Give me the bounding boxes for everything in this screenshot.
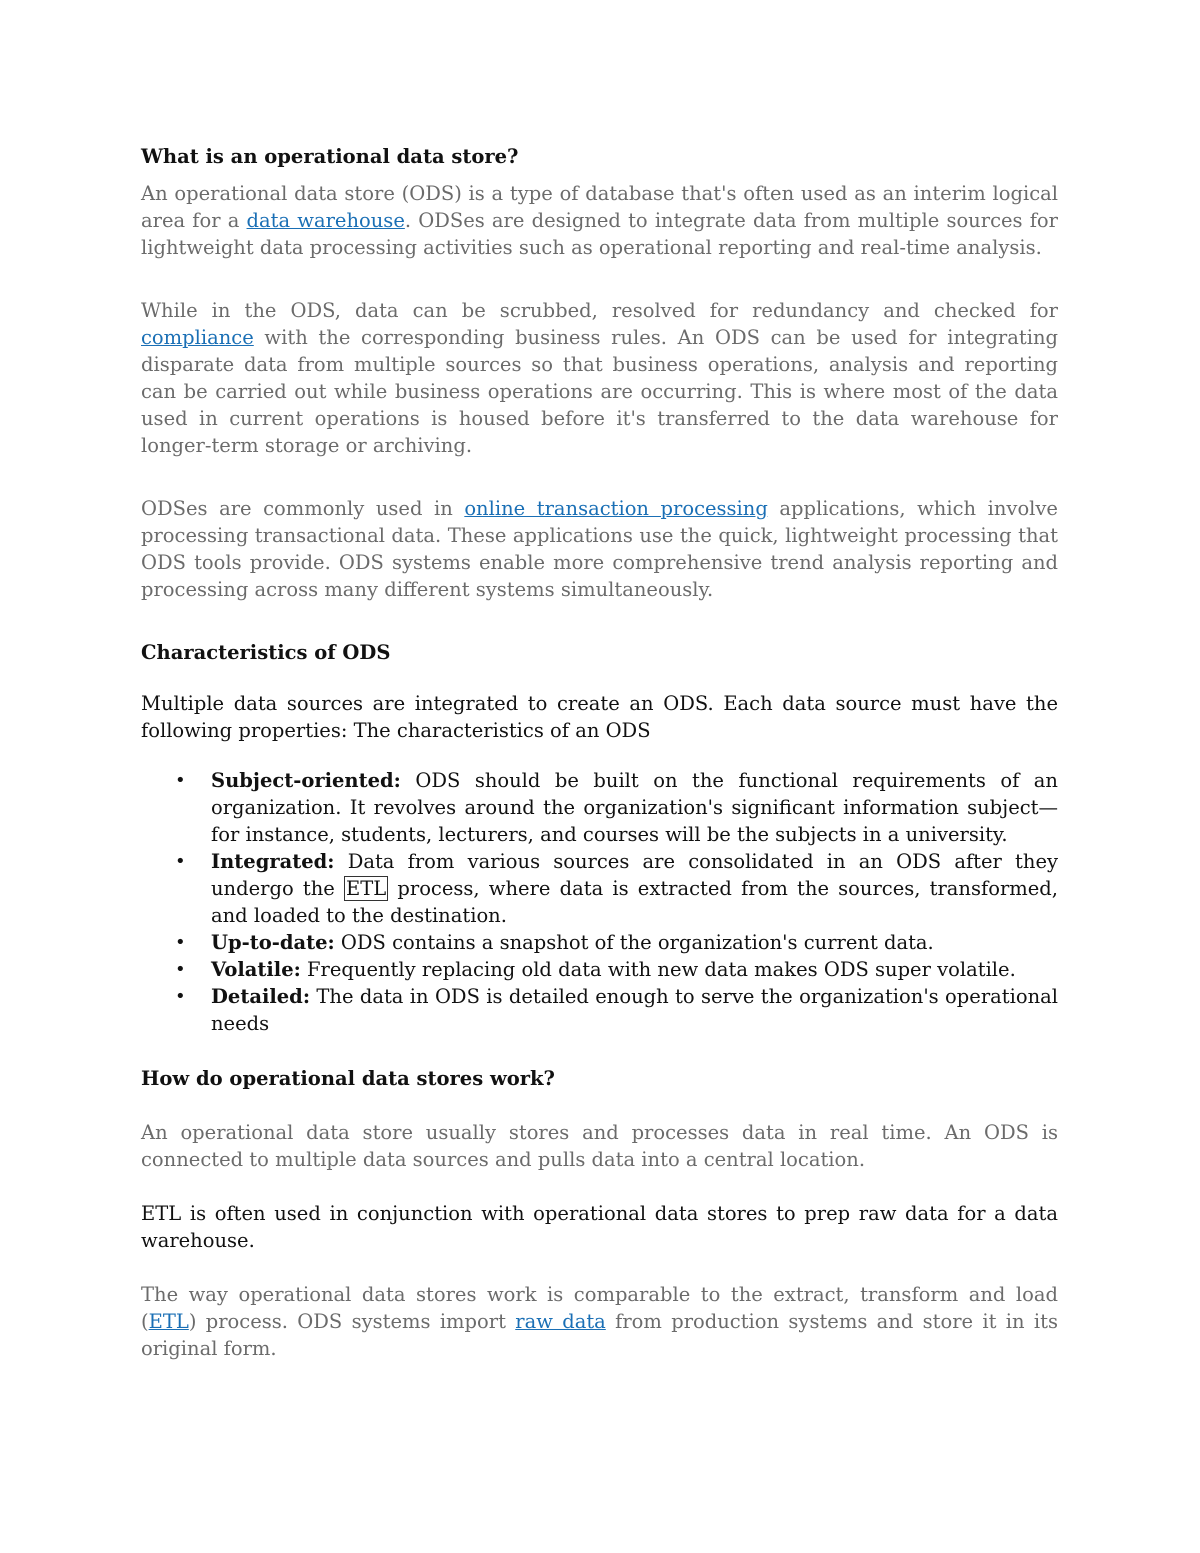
- list-item-text: Data from various sources are consolidated in an ODS after they undergo the: [211, 850, 1058, 900]
- paragraph-ods-oltp: [141, 495, 1058, 603]
- document-page: [141, 143, 1058, 1362]
- list-item-text: process, where data is extracted from the sources, transformed, and loaded to the destination.: [211, 877, 1058, 927]
- list-item-text: The data in ODS is detailed enough to serve the organization's operational needs: [211, 985, 1058, 1035]
- paragraph-characteristics-intro: Multiple data sources are integrated to create an ODS. Each data source must have the following properties: The characteristics of an ODS: [141, 692, 1058, 742]
- list-item: [211, 929, 1058, 956]
- list-item-term: Up-to-date:: [211, 931, 335, 954]
- list-item-term: Integrated:: [211, 850, 335, 873]
- list-item-text: Frequently replacing old data with new data makes ODS super volatile.: [300, 958, 1016, 981]
- text-span: ODSes are commonly used in: [141, 497, 465, 520]
- heading-what-is-ods: What is an operational data store?: [141, 145, 519, 168]
- text-span: The way operational data stores work is comparable to the extract, transform and load (: [141, 1283, 1058, 1333]
- list-item-text: ODS should be built on the functional requirements of an organization. It revolves around the organization's significant information subject—for instance, students, lecturers, and courses will be the subjects in a university.: [211, 769, 1058, 846]
- boxed-etl-term: ETL: [346, 877, 387, 900]
- paragraph-ods-realtime: An operational data store usually stores and processes data in real time. An ODS is connected to multiple data sources and pulls data into a central location.: [141, 1121, 1058, 1171]
- list-item: [211, 848, 1058, 929]
- list-item: [211, 956, 1058, 983]
- list-item-term: Volatile:: [211, 958, 301, 981]
- list-item-term: Subject-oriented:: [211, 769, 401, 792]
- list-item-term: Detailed:: [211, 985, 311, 1008]
- paragraph-ods-definition: [141, 180, 1058, 261]
- list-item: [211, 983, 1058, 1037]
- text-span: An operational data store (ODS) is a type of database that's often used as an interim logical area for a: [141, 182, 1058, 232]
- text-span: from production systems and store it in its original form.: [141, 1310, 1058, 1360]
- link-online-transaction-processing[interactable]: online transaction processing: [464, 497, 768, 520]
- text-span: ) process. ODS systems import: [188, 1310, 516, 1333]
- paragraph-ods-etl-process: [141, 1281, 1058, 1362]
- text-span: with the corresponding business rules. An ODS can be used for integrating disparate data from multiple sources so that business operations, analysis and reporting can be carried out while business operations are occurring. This is where most of the data used in current operations is housed before it's transferred to the data warehouse for longer-term storage or archiving.: [141, 326, 1058, 457]
- link-compliance[interactable]: compliance: [141, 326, 254, 349]
- link-raw-data[interactable]: raw data: [515, 1310, 606, 1333]
- list-item: [211, 767, 1058, 848]
- list-item-text: ODS contains a snapshot of the organization's current data.: [334, 931, 934, 954]
- text-span: . ODSes are designed to integrate data from multiple sources for lightweight data processing activities such as operational reporting and real-time analysis.: [141, 209, 1058, 259]
- heading-how-ods-works: How do operational data stores work?: [141, 1067, 555, 1090]
- text-span: applications, which involve processing transactional data. These applications use the quick, lightweight processing that ODS tools provide. ODS systems enable more comprehensive trend analysis reporting and processing across many different systems simultaneously.: [141, 497, 1058, 601]
- link-etl[interactable]: ETL: [148, 1310, 189, 1333]
- heading-characteristics: Characteristics of ODS: [141, 641, 391, 664]
- paragraph-ods-scrubbing: [141, 297, 1058, 459]
- text-span: While in the ODS, data can be scrubbed, resolved for redundancy and checked for: [141, 299, 1058, 322]
- paragraph-etl-conjunction: ETL is often used in conjunction with operational data stores to prep raw data for a data warehouse.: [141, 1202, 1058, 1252]
- link-data-warehouse[interactable]: data warehouse: [246, 209, 405, 232]
- characteristics-list: [141, 767, 1058, 1037]
